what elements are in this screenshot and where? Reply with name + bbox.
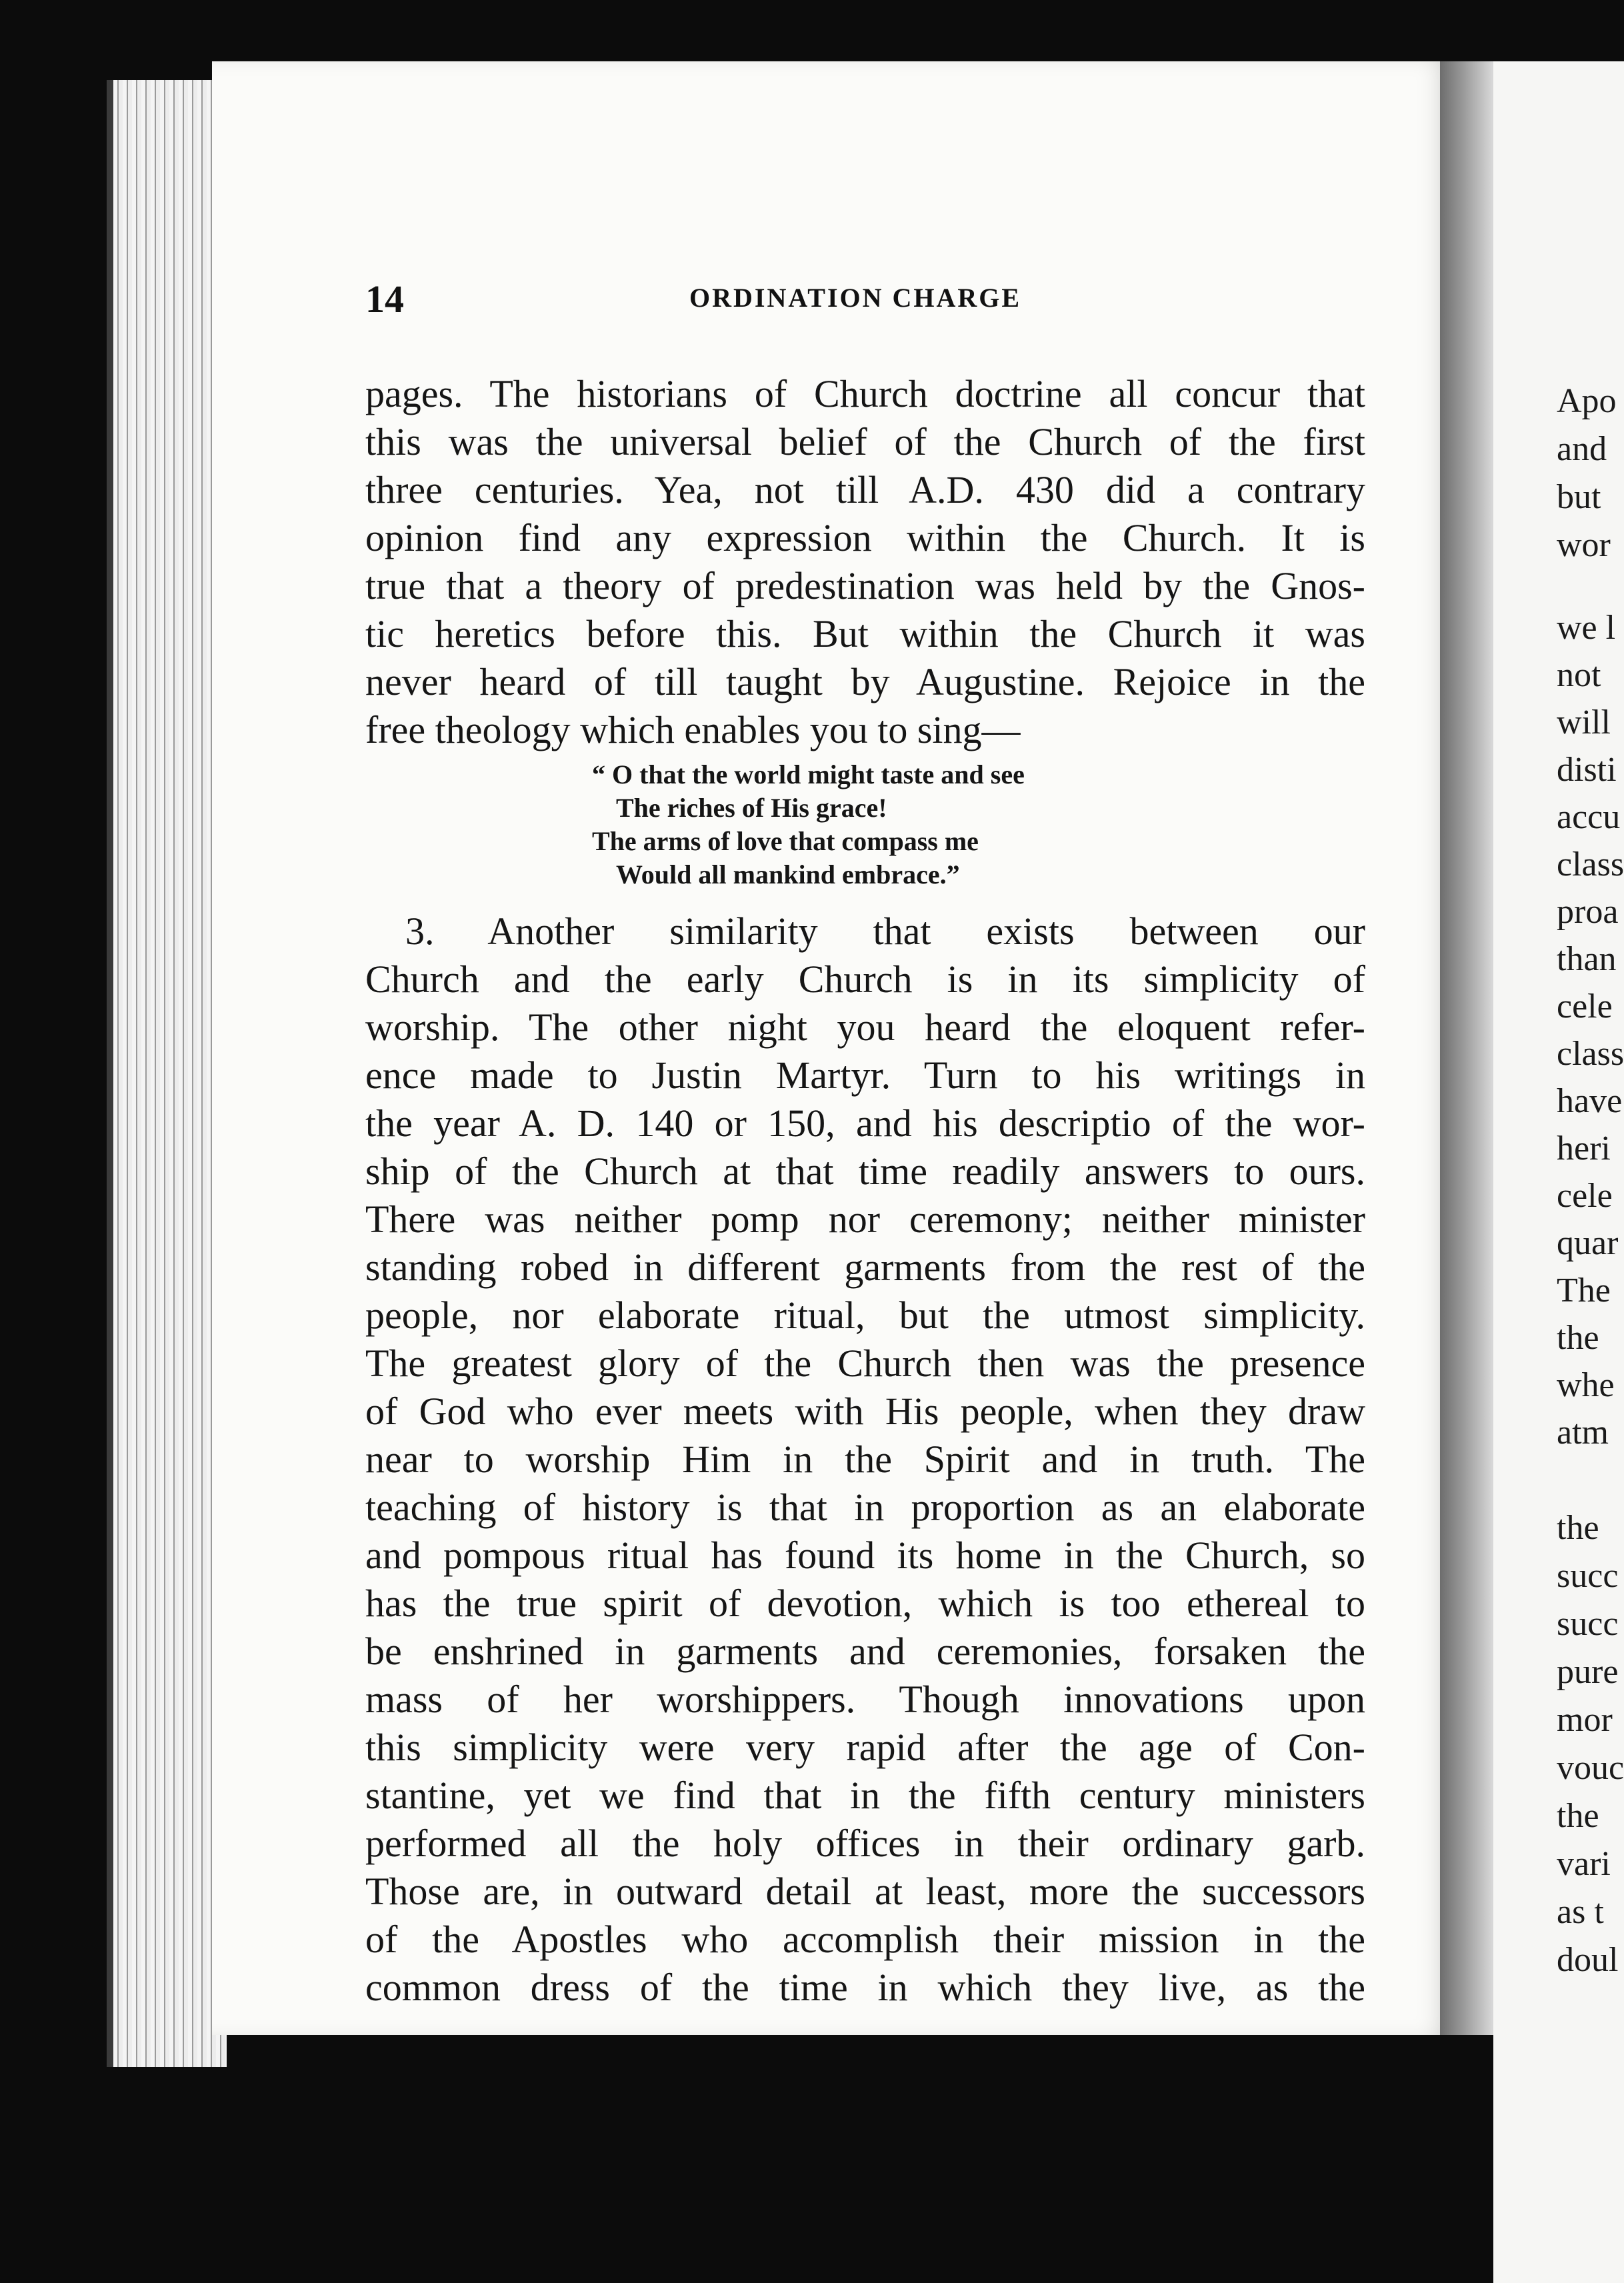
- facing-page-line: and: [1557, 430, 1607, 468]
- text-line: people, nor elaborate ritual, but the utmost simplicity.: [365, 1294, 1365, 1337]
- text-line: standing robed in different garments from the rest of the: [365, 1246, 1365, 1289]
- facing-page-line: cele: [1557, 1177, 1613, 1215]
- facing-page-line: The: [1557, 1272, 1611, 1310]
- facing-page-line: class: [1557, 1035, 1624, 1073]
- facing-page-line: wor: [1557, 526, 1611, 564]
- text-line: tic heretics before this. But within the Church it was: [365, 612, 1365, 655]
- text-line: There was neither pomp nor ceremony; neither minister: [365, 1198, 1365, 1241]
- facing-page: [1493, 61, 1624, 2283]
- facing-page-line: mor: [1557, 1701, 1613, 1739]
- paragraph-continued: [365, 370, 1365, 754]
- page-number: 14: [365, 277, 404, 321]
- facing-page-line: Apo: [1557, 382, 1617, 420]
- text-line: ence made to Justin Martyr. Turn to his writings in: [365, 1053, 1365, 1097]
- text-line: ship of the Church at that time readily answers to ours.: [365, 1150, 1365, 1193]
- facing-page-line: but: [1557, 478, 1601, 516]
- facing-page-line: we l: [1557, 609, 1616, 647]
- paragraph-3: [365, 907, 1365, 2012]
- facing-page-line: the: [1557, 1319, 1599, 1357]
- text-line: free theology which enables you to sing—: [365, 708, 1021, 751]
- facing-page-line: whe: [1557, 1366, 1615, 1404]
- facing-page-line: pure: [1557, 1653, 1619, 1691]
- text-line: this simplicity were very rapid after the age of Con-: [365, 1726, 1365, 1769]
- text-line: the year A. D. 140 or 150, and his descriptio of the wor-: [365, 1101, 1365, 1145]
- text-line: this was the universal belief of the Church of the first: [365, 420, 1365, 463]
- hymn-quotation: [365, 758, 1365, 891]
- facing-page-line: vari: [1557, 1845, 1611, 1883]
- hymn-line: The riches of His grace!: [616, 793, 887, 823]
- text-line: and pompous ritual has found its home in the Church, so: [365, 1534, 1365, 1577]
- facing-page-line: succ: [1557, 1557, 1619, 1595]
- text-line: true that a theory of predestination was held by the Gnos-: [365, 564, 1365, 607]
- facing-page-line: have: [1557, 1082, 1623, 1120]
- text-line: of God who ever meets with His people, when they draw: [365, 1390, 1365, 1433]
- hymn-line: “ O that the world might taste and see: [592, 759, 1025, 789]
- facing-page-line: disti: [1557, 751, 1617, 789]
- facing-page-line: accu: [1557, 798, 1621, 836]
- text-line: common dress of the time in which they live, as the: [365, 1966, 1365, 2009]
- facing-page-line: class: [1557, 845, 1624, 883]
- text-line: has the true spirit of devotion, which is too ethereal to: [365, 1582, 1365, 1625]
- facing-page-line: heri: [1557, 1129, 1611, 1168]
- text-line: opinion find any expression within the Church. It is: [365, 516, 1365, 559]
- text-line: mass of her worshippers. Though innovations upon: [365, 1678, 1365, 1721]
- text-line: near to worship Him in the Spirit and in truth. The: [365, 1438, 1365, 1481]
- text-line: stantine, yet we find that in the fifth century ministers: [365, 1774, 1365, 1817]
- facing-page-line: quar: [1557, 1224, 1619, 1262]
- page-edges: [107, 80, 227, 2067]
- text-line: worship. The other night you heard the eloquent refer-: [365, 1005, 1365, 1049]
- facing-page-line: doul: [1557, 1941, 1619, 1979]
- text-line: three centuries. Yea, not till A.D. 430 did a contrary: [365, 468, 1365, 511]
- book-gutter: [1440, 61, 1493, 2035]
- facing-page-line: cele: [1557, 987, 1613, 1025]
- text-line: Church and the early Church is in its simplicity of: [365, 957, 1365, 1001]
- facing-page-line: will: [1557, 703, 1611, 741]
- text-line: of the Apostles who accomplish their mission in the: [365, 1918, 1365, 1961]
- text-line: pages. The historians of Church doctrine all concur that: [365, 372, 1365, 415]
- facing-page-line: not: [1557, 656, 1601, 694]
- text-line: be enshrined in garments and ceremonies, forsaken the: [365, 1630, 1365, 1673]
- text-line: performed all the holy offices in their ordinary garb.: [365, 1822, 1365, 1865]
- facing-page-line: the: [1557, 1797, 1599, 1835]
- hymn-line: The arms of love that compass me: [592, 826, 979, 856]
- running-title: ORDINATION CHARGE: [689, 283, 1022, 313]
- text-line: 3. Another similarity that exists between our: [405, 909, 1365, 953]
- text-line: never heard of till taught by Augustine. Rejoice in the: [365, 660, 1365, 703]
- hymn-line: Would all mankind embrace.”: [616, 859, 960, 889]
- facing-page-line: the: [1557, 1509, 1599, 1547]
- facing-page-line: proa: [1557, 893, 1619, 931]
- facing-page-line: vouc: [1557, 1749, 1624, 1787]
- text-line: The greatest glory of the Church then was the presence: [365, 1342, 1365, 1385]
- page-text: [365, 370, 1365, 2012]
- facing-page-line: succ: [1557, 1605, 1619, 1643]
- page-header: [365, 277, 1365, 330]
- text-line: Those are, in outward detail at least, more the successors: [365, 1870, 1365, 1913]
- text-line: teaching of history is that in proportion as an elaborate: [365, 1486, 1365, 1529]
- facing-page-line: as t: [1557, 1893, 1604, 1931]
- facing-page-line: than: [1557, 940, 1617, 978]
- facing-page-line: atm: [1557, 1414, 1609, 1452]
